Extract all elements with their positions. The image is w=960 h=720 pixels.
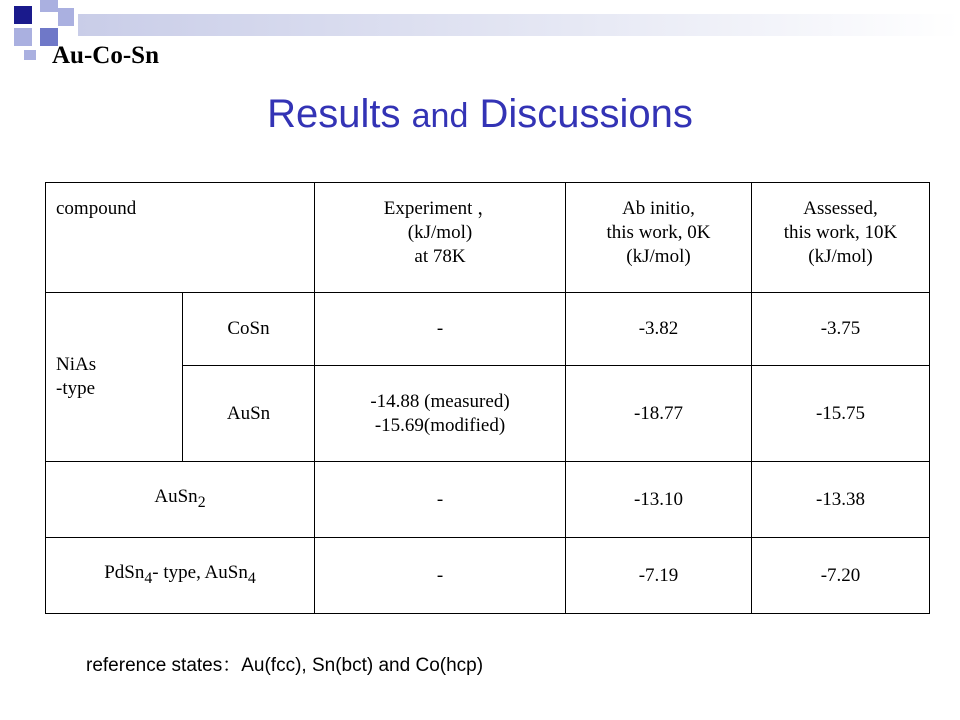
header-ab-initio-line2: this work, 0K xyxy=(606,222,711,243)
header-row xyxy=(46,183,930,293)
title-word-and: and xyxy=(411,97,469,135)
cell-compound-ausn4 xyxy=(46,538,315,614)
cell-assessed-cosn: -3.75 xyxy=(752,293,930,366)
header-assessed-line3: (kJ/mol) xyxy=(808,246,873,267)
slide-title xyxy=(0,92,960,137)
corner-square-light-3 xyxy=(14,28,32,46)
table-row-ausn2 xyxy=(46,462,930,538)
header-assessed xyxy=(752,183,930,293)
header-ab-initio xyxy=(566,183,752,293)
group-label-line1: NiAs xyxy=(56,354,97,375)
compound-ausn2-sub: 2 xyxy=(197,493,206,511)
header-assessed-line2: this work, 10K xyxy=(783,222,898,243)
cell-ab-initio-ausn2: -13.10 xyxy=(566,462,752,538)
results-table xyxy=(45,182,930,614)
cell-experiment-ausn4: - xyxy=(315,538,566,614)
cell-assessed-ausn2: -13.38 xyxy=(752,462,930,538)
cell-assessed-ausn: -15.75 xyxy=(752,366,930,462)
cell-ab-initio-cosn: -3.82 xyxy=(566,293,752,366)
cell-ab-initio-ausn4: -7.19 xyxy=(566,538,752,614)
cell-compound-ausn2 xyxy=(46,462,315,538)
group-label-line2: -type xyxy=(56,378,96,399)
title-word-results: Results xyxy=(267,92,401,136)
corner-square-light-2 xyxy=(58,8,74,26)
cell-assessed-ausn4: -7.20 xyxy=(752,538,930,614)
corner-label: Au-Co-Sn xyxy=(52,42,159,69)
compound-type-ausn: - type, AuSn xyxy=(152,561,248,583)
cell-experiment-ausn-measured: -14.88 (measured) xyxy=(370,390,510,412)
header-experiment xyxy=(315,183,566,293)
cell-experiment-ausn-modified: -15.69(modified) xyxy=(374,414,506,436)
header-compound: compound xyxy=(46,183,315,293)
corner-square-light-4 xyxy=(24,50,36,60)
corner-square-light-1 xyxy=(40,0,58,12)
table-row-cosn xyxy=(46,293,930,366)
compound-ausn2-base: AuSn xyxy=(154,485,198,507)
cell-experiment-ausn2: - xyxy=(315,462,566,538)
cell-experiment-cosn: - xyxy=(315,293,566,366)
table-row-ausn4 xyxy=(46,538,930,614)
header-bar xyxy=(78,14,960,36)
cell-experiment-ausn xyxy=(315,366,566,462)
title-word-discussions: Discussions xyxy=(479,92,693,136)
compound-pdsn: PdSn xyxy=(104,561,145,583)
compound-ausn4-sub: 4 xyxy=(247,569,256,587)
header-assessed-line1: Assessed, xyxy=(803,198,878,219)
cell-compound-cosn: CoSn xyxy=(183,293,315,366)
group-label-nias xyxy=(46,293,183,462)
cell-compound-ausn: AuSn xyxy=(183,366,315,462)
reference-states-note: reference states：Au(fcc), Sn(bct) and Co(hcp) xyxy=(86,655,484,676)
header-ab-initio-line1: Ab initio, xyxy=(622,198,695,219)
header-experiment-line2: (kJ/mol) xyxy=(407,222,473,243)
corner-square-dark-1 xyxy=(14,6,32,24)
header-experiment-line3: at 78K xyxy=(414,246,466,267)
cell-ab-initio-ausn: -18.77 xyxy=(566,366,752,462)
header-experiment-line1: Experiment ， xyxy=(383,198,497,219)
compound-pdsn-sub: 4 xyxy=(144,569,153,587)
header-ab-initio-line3: (kJ/mol) xyxy=(626,246,691,267)
